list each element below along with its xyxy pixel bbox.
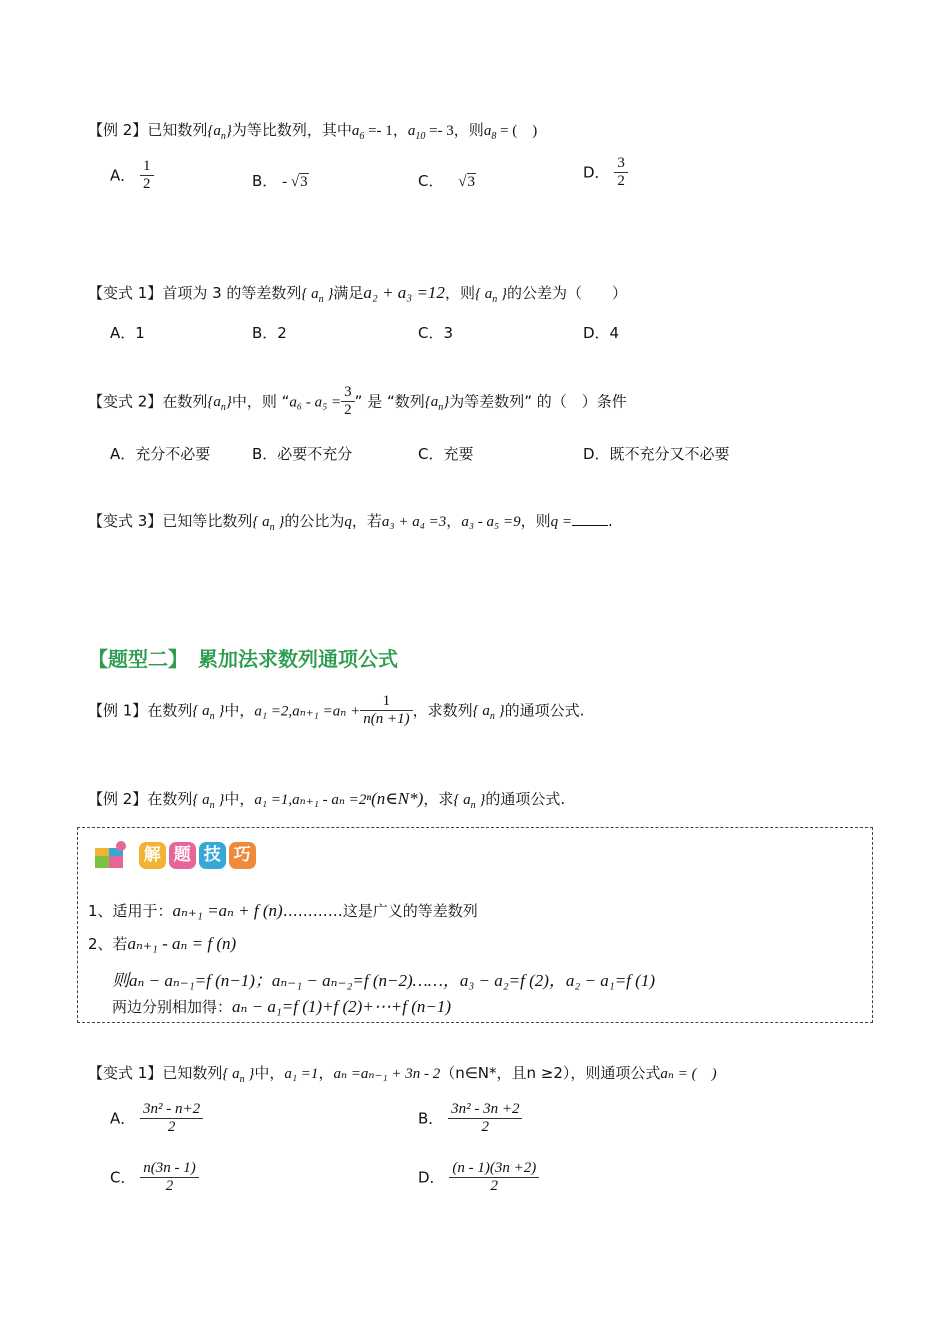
math-a6: $a_6$ (351, 123, 365, 142)
sequence-symbol: $\{a_n\}$ (207, 394, 232, 414)
separator: ， (446, 512, 462, 530)
math-expression: aₙ =aₙ₋₁ + 3n - 2 (333, 1066, 441, 1082)
variant3-question (88, 510, 613, 533)
math-expression: a₁ =1,aₙ₊₁ - aₙ =2ⁿ (254, 792, 372, 808)
question-label: 【变式 2】 (88, 392, 163, 411)
math-expression: aₙ₊₁ - aₙ = f (n) (127, 934, 237, 953)
question-text: 中， (224, 790, 255, 808)
question-text: 在数列 (147, 790, 193, 808)
section-title: 【题型二】 累加法求数列通项公式 (88, 647, 398, 671)
fraction: $\frac{\text{3n² - n+2}}{2}$ (140, 1101, 203, 1137)
question-text: 为等差数列” 的（ ）条件 (449, 392, 627, 411)
fraction: $\frac{1}{n(n +1)}$ (360, 693, 412, 729)
question-text: 的通项公式. (485, 790, 566, 808)
s2-example2-question (88, 788, 565, 811)
tip-text: 1、适用于： (88, 902, 173, 920)
tips-header (94, 840, 259, 870)
question-text: 的公差为（ ） (506, 284, 627, 302)
option-label: C． (418, 172, 444, 190)
answer-paren: = ( ) (496, 123, 538, 139)
separator: ， (318, 1064, 334, 1082)
option-d: D．既不充分又不必要 (583, 445, 730, 463)
math-value: =- 3 (425, 123, 454, 139)
option-label: D． (583, 163, 610, 182)
sequence-symbol: { $a_n$ } (192, 792, 225, 811)
option-label: D． (418, 1168, 445, 1187)
fraction: $\frac{(n - 1)(3n +2)}{2}$ (449, 1160, 539, 1196)
fraction: $\frac{\text{3n² - 3n +2}}{2}$ (448, 1101, 522, 1137)
question-text: 中， (254, 1064, 285, 1082)
sequence-symbol: { $a_n$ } (472, 703, 505, 723)
sqrt-expression: √3 (458, 174, 475, 190)
option-a (110, 1101, 203, 1137)
variant1-question (88, 282, 627, 305)
question-text: 已知数列 (162, 1064, 223, 1082)
question-text: 在数列 (147, 701, 193, 720)
question-text: 满足 (333, 284, 364, 302)
s2-variant1-question (88, 1062, 717, 1085)
math-expression: a₁ =1 (284, 1066, 319, 1082)
question-label: 【例 1】 (88, 701, 148, 720)
tip-line-1 (88, 900, 478, 921)
math-value: =- 1 (364, 123, 393, 139)
fraction: $\frac{n(3n - 1)}{2}$ (140, 1160, 199, 1196)
math-expression: a₆ - a₅ = (289, 394, 342, 411)
question-text: 已知数列 (147, 121, 208, 139)
sequence-symbol: { $a_n$ } (474, 286, 507, 305)
answer-paren: aₙ = ( ) (660, 1066, 717, 1082)
punctuation: . (608, 512, 613, 530)
question-text: 的公比为 (284, 512, 345, 530)
math-a8: $a_8$ (483, 123, 497, 142)
option-label: B． (252, 172, 278, 190)
option-label: C． (110, 1168, 136, 1187)
fraction: $\frac{1}{2}$ (140, 158, 154, 194)
option-b (418, 1101, 522, 1137)
question-text: ，则 (444, 284, 475, 302)
tip-line-4 (112, 996, 451, 1017)
question-text: ，若 (351, 512, 382, 530)
tip-text: …………这是广义的等差数列 (282, 902, 478, 920)
tip-badge: 巧 (229, 842, 256, 869)
option-label: B． (418, 1109, 444, 1128)
option-d (583, 155, 628, 191)
option-d: D．4 (583, 324, 620, 342)
sequence-symbol: $\{a_n\}$ (424, 394, 450, 414)
question-text: 已知等比数列 (162, 512, 253, 530)
tip-text: 2、若 (88, 935, 128, 953)
question-text: 中， (224, 701, 255, 720)
option-label: A． (110, 166, 136, 185)
question-text: 首项为 3 的等差数列 (162, 284, 302, 302)
example2-question (88, 119, 537, 142)
option-a (110, 158, 154, 194)
math-expression: a₁ =2, (254, 703, 293, 720)
math-expression: aₙ₊₁ =aₙ + (292, 703, 361, 720)
option-a: A．充分不必要 (110, 445, 211, 463)
sequence-symbol: { $a_n$ } (301, 286, 334, 305)
math-expression: aₙ − a₁=f (1)+f (2)+⋯+f (n−1) (232, 997, 452, 1016)
option-c (110, 1160, 199, 1196)
math-condition: (n∈N*) (371, 789, 424, 808)
question-text: ” 是 “数列 (354, 392, 425, 411)
math-expression: a₂ + a₃ =12 (363, 283, 445, 302)
math-expression: a₃ + a₄ =3 (381, 514, 447, 530)
question-label: 【例 2】 (88, 790, 148, 808)
s2-example1-question (88, 693, 584, 729)
separator: ， (392, 121, 408, 139)
sqrt-expression: - √3 (282, 174, 308, 190)
question-label: 【变式 1】 (88, 284, 163, 302)
variant2-question (88, 384, 627, 420)
question-text: ，则 (520, 512, 551, 530)
tip-line-3: 则aₙ − aₙ₋₁=f (n−1)；aₙ₋₁ − aₙ₋₂=f (n−2)……，a₃ − a₂=f (2)，a₂ − a₁=f (1) (112, 971, 655, 990)
question-text: ，求数列 (412, 701, 473, 720)
sequence-symbol: { $a_n$ } (222, 1066, 255, 1085)
math-expression: aₙ₊₁ =aₙ + f (n) (172, 901, 283, 920)
option-b: B．必要不充分 (252, 445, 353, 463)
question-label: 【例 2】 (88, 121, 148, 139)
tip-badge: 解 (139, 842, 166, 869)
tip-line-2 (88, 933, 236, 954)
math-expression: a₃ - a₅ =9 (461, 514, 521, 530)
tip-badge: 题 (169, 842, 196, 869)
sequence-symbol: { $a_n$ } (252, 514, 285, 533)
question-text: 中，则 “ (231, 392, 290, 411)
option-d (418, 1160, 539, 1196)
option-label: A． (110, 1109, 136, 1128)
question-text: ，求 (423, 790, 454, 808)
question-label: 【变式 3】 (88, 512, 163, 530)
fraction: $\frac{3}{2}$ (341, 384, 355, 420)
option-c: C．3 (418, 324, 454, 342)
math-a10: $a_{10}$ (407, 123, 426, 142)
math-q: q (344, 514, 352, 530)
puzzle-icon (94, 840, 128, 870)
option-c (418, 170, 476, 191)
math-expression: q = (550, 514, 572, 530)
question-text: ，则 (453, 121, 484, 139)
sequence-symbol: { $a_n$ } (453, 792, 486, 811)
question-text: 的通项公式. (504, 701, 585, 720)
option-c: C．充要 (418, 445, 474, 463)
option-b (252, 170, 309, 191)
option-b: B．2 (252, 324, 287, 342)
option-a: A．1 (110, 324, 145, 342)
tip-badge: 技 (199, 842, 226, 869)
tip-text: 两边分别相加得： (112, 998, 233, 1016)
question-text: 为等比数列，其中 (231, 121, 352, 139)
question-text: （n∈N*，且n ≥2），则通项公式 (440, 1064, 661, 1082)
sequence-symbol: { $a_n$ } (192, 703, 225, 723)
sequence-symbol: $\{a_n\}$ (207, 123, 232, 142)
question-text: 在数列 (162, 392, 208, 411)
question-label: 【变式 1】 (88, 1064, 163, 1082)
fraction: $\frac{3}{2}$ (614, 155, 628, 191)
answer-blank (572, 511, 608, 526)
